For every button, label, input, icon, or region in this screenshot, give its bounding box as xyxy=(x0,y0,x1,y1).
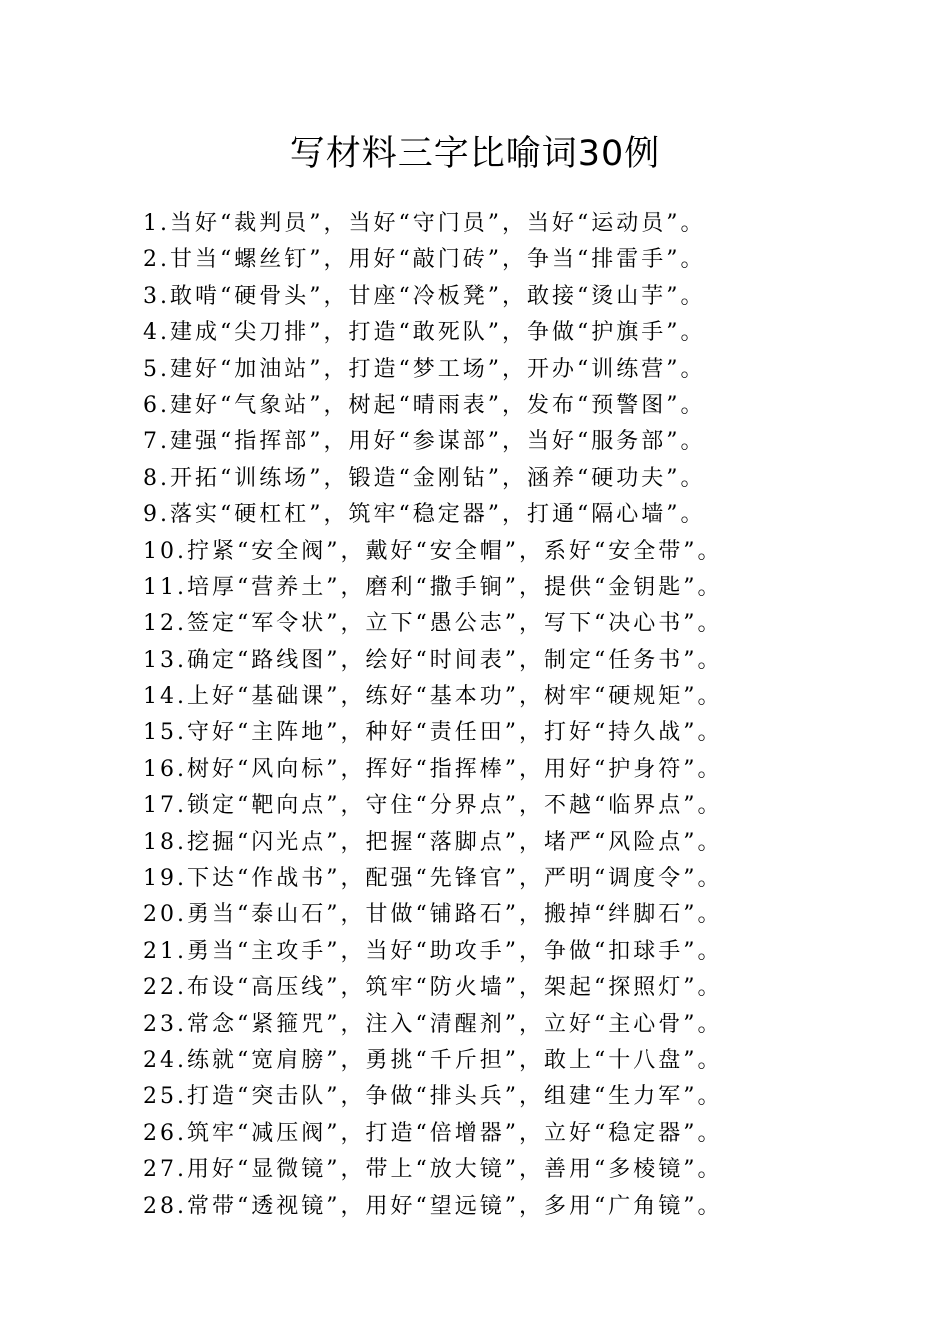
list-item: 7.建强“指挥部”，用好“参谋部”，当好“服务部”。 xyxy=(143,429,706,455)
list-item: 13.确定“路线图”，绘好“时间表”，制定“任务书”。 xyxy=(143,647,723,673)
list-item: 28.常带“透视镜”，用好“望远镜”，多用“广角镜”。 xyxy=(143,1193,723,1219)
list-item: 11.培厚“营养土”，磨利“撒手锏”，提供“金钥匙”。 xyxy=(143,574,723,600)
list-item: 19.下达“作战书”，配强“先锋官”，严明“调度令”。 xyxy=(143,866,723,892)
list-item: 10.拧紧“安全阀”，戴好“安全帽”，系好“安全带”。 xyxy=(143,538,723,564)
list-item: 12.签定“军令状”，立下“愚公志”，写下“决心书”。 xyxy=(143,611,723,637)
list-item: 5.建好“加油站”，打造“梦工场”，开办“训练营”。 xyxy=(143,356,706,382)
list-item: 27.用好“显微镜”，带上“放大镜”，善用“多棱镜”。 xyxy=(143,1157,723,1183)
list-item: 25.打造“突击队”，争做“排头兵”，组建“生力军”。 xyxy=(143,1084,723,1110)
list-item: 14.上好“基础课”，练好“基本功”，树牢“硬规矩”。 xyxy=(143,684,723,710)
list-item: 16.树好“风向标”，挥好“指挥棒”，用好“护身符”。 xyxy=(143,756,723,782)
list-item: 2.甘当“螺丝钉”，用好“敲门砖”，争当“排雷手”。 xyxy=(143,247,706,273)
list-item: 23.常念“紧箍咒”，注入“清醒剂”，立好“主心骨”。 xyxy=(143,1011,723,1037)
list-item: 4.建成“尖刀排”，打造“敢死队”，争做“护旗手”。 xyxy=(143,320,706,346)
metaphor-list xyxy=(143,206,823,1225)
list-item: 1.当好“裁判员”，当好“守门员”，当好“运动员”。 xyxy=(143,211,706,236)
list-item: 15.守好“主阵地”，种好“责任田”，打好“持久战”。 xyxy=(143,720,723,746)
list-item: 17.锁定“靶向点”，守住“分界点”，不越“临界点”。 xyxy=(143,793,723,819)
list-item: 3.敢啃“硬骨头”，甘座“冷板凳”，敢接“烫山芋”。 xyxy=(143,283,706,309)
list-item: 9.落实“硬杠杠”，筑牢“稳定器”，打通“隔心墙”。 xyxy=(143,502,706,528)
list-item: 21.勇当“主攻手”，当好“助攻手”，争做“扣球手”。 xyxy=(143,938,723,964)
list-item: 26.筑牢“减压阀”，打造“倍增器”，立好“稳定器”。 xyxy=(143,1120,723,1146)
list-item: 22.布设“高压线”，筑牢“防火墙”，架起“探照灯”。 xyxy=(143,975,723,1001)
document-title: 写材料三字比喻词30例 xyxy=(289,134,661,174)
list-item: 18.挖掘“闪光点”，把握“落脚点”，堵严“风险点”。 xyxy=(143,829,723,855)
list-item: 24.练就“宽肩膀”，勇挑“千斤担”，敢上“十八盘”。 xyxy=(143,1047,723,1073)
list-item: 8.开拓“训练场”，锻造“金刚钻”，涵养“硬功夫”。 xyxy=(143,465,706,491)
list-item: 6.建好“气象站”，树起“晴雨表”，发布“预警图”。 xyxy=(143,392,706,418)
list-item: 20.勇当“泰山石”，甘做“铺路石”，搬掉“绊脚石”。 xyxy=(143,902,723,928)
